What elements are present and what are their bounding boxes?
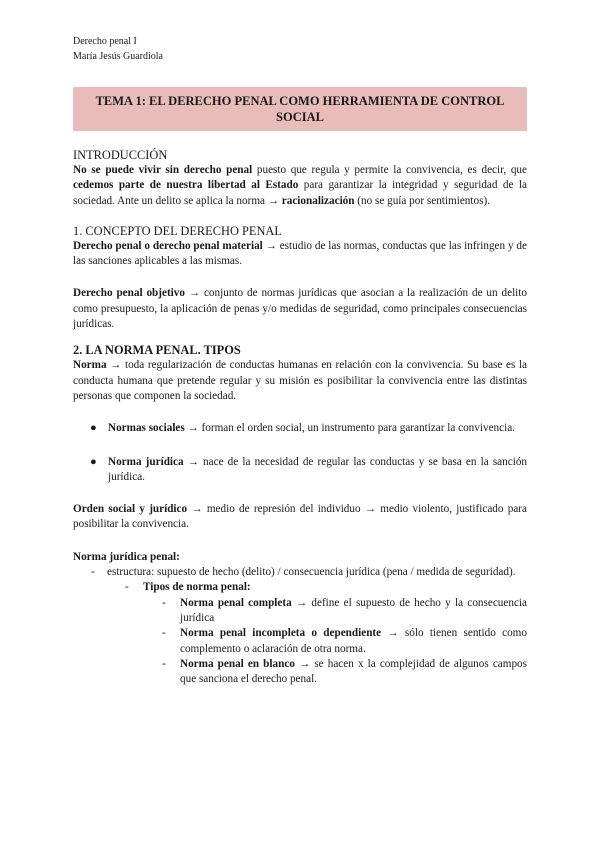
header-author: María Jesús Guardiola <box>73 51 163 62</box>
norma-penal-list <box>73 565 527 687</box>
section1-p1-text: → estudio de las normas, conductas que las infringen y de las sanciones aplicables a las mismas. <box>73 239 527 268</box>
tipo-3-bold: Norma penal en blanco <box>180 657 295 670</box>
section1-p2-bold: Derecho penal objetivo <box>73 287 185 300</box>
tipo-2-text: → sólo tienen sentido como complemento o aclaración de otra norma. <box>180 627 527 655</box>
intro-text-2: para garantizar la integridad y seguridad de la sociedad. Ante un delito se aplica la norma → <box>73 179 527 207</box>
norma-penal-heading <box>73 550 527 565</box>
tipos-heading: Tipos de norma penal: <box>143 581 251 594</box>
dash-marker: - <box>162 657 166 670</box>
intro-heading: INTRODUCCIÓN <box>73 148 168 162</box>
estructura-text: estructura: supuesto de hecho (delito) / consecuencia jurídica (pena / medida de seguridad). <box>107 566 516 579</box>
section2-p1-text: → toda regularización de conductas humanas en relación con la convivencia. Su base es la conducta humana que pretende regular y su misión es posibilitar la convivencia entre las distintas personas que componen la sociedad. <box>73 359 527 402</box>
intro-paragraph <box>73 163 527 209</box>
section2-heading: 2. LA NORMA PENAL. TIPOS <box>73 343 241 358</box>
list-item <box>73 565 527 687</box>
section1-paragraph-2 <box>73 286 527 332</box>
intro-text-1: puesto que regula y permite la convivencia, es decir, que <box>252 164 527 176</box>
section1-paragraph-1 <box>73 239 527 270</box>
bullet-1-bold: Normas sociales <box>108 422 185 435</box>
section1-p1-bold: Derecho penal o derecho penal material <box>73 239 263 252</box>
bullet-2-text: → nace de la necesidad de regular las conductas y se basa en la sanción jurídica. <box>108 455 528 483</box>
list-item <box>143 596 527 627</box>
tipo-1-bold: Norma penal completa <box>180 596 292 609</box>
section2-paragraph-2 <box>73 502 527 533</box>
list-item <box>73 421 527 436</box>
section1-heading: 1. CONCEPTO DEL DERECHO PENAL <box>73 223 282 238</box>
tipo-3-text: → se hacen x la complejidad de algunos campos que sanciona el derecho penal. <box>180 657 528 686</box>
tipos-list <box>107 580 527 687</box>
intro-bold-3: racionalización <box>281 194 355 207</box>
tipo-2-bold: Norma penal incompleta o dependiente <box>180 627 382 640</box>
bullet-icon: ● <box>90 422 97 435</box>
bullet-1-text: → forman el orden social, un instrumento para garantizar la convivencia. <box>184 422 515 435</box>
section2-p2-bold: Orden social y jurídico <box>73 503 188 516</box>
intro-bold-2: cedemos parte de nuestra libertad al Estado <box>73 179 299 192</box>
section2-p2-text: → medio de represión del individuo → medio violento, justificado para posibilitar la convivencia. <box>73 503 527 531</box>
norma-penal-heading-text: Norma jurídica penal: <box>73 550 180 563</box>
list-item <box>73 455 527 486</box>
intro-bold-1: No se puede vivir sin derecho penal <box>73 164 253 176</box>
topic-title-box <box>73 87 527 131</box>
header-course: Derecho penal I <box>73 36 137 47</box>
dash-marker: - <box>162 627 166 640</box>
intro-text-3: (no se guía por sentimientos). <box>354 194 490 207</box>
section2-paragraph-1 <box>73 358 527 404</box>
dash-marker: - <box>125 581 129 594</box>
topic-title: TEMA 1: EL DERECHO PENAL COMO HERRAMIENTA DE CONTROL SOCIAL <box>95 94 505 124</box>
section2-p1-bold: Norma <box>73 359 107 372</box>
norm-types-list <box>73 421 527 485</box>
page-header <box>73 34 163 64</box>
list-item <box>143 626 527 657</box>
section1-p2-text: → conjunto de normas jurídicas que asocian a la realización de un delito como presupuesto, la aplicación de penas y/o medidas de seguridad, como principales consecuencias jurídicas. <box>73 287 527 331</box>
bullet-2-bold: Norma jurídica <box>108 455 184 468</box>
dash-marker: - <box>162 596 166 609</box>
bullet-icon: ● <box>90 455 97 468</box>
list-item <box>143 657 527 688</box>
document-content <box>73 147 527 687</box>
list-item <box>107 580 527 687</box>
tipo-1-text: → define el supuesto de hecho y la consecuencia jurídica <box>180 596 527 624</box>
dash-marker: - <box>91 566 95 579</box>
tipos-sublist <box>143 596 527 688</box>
